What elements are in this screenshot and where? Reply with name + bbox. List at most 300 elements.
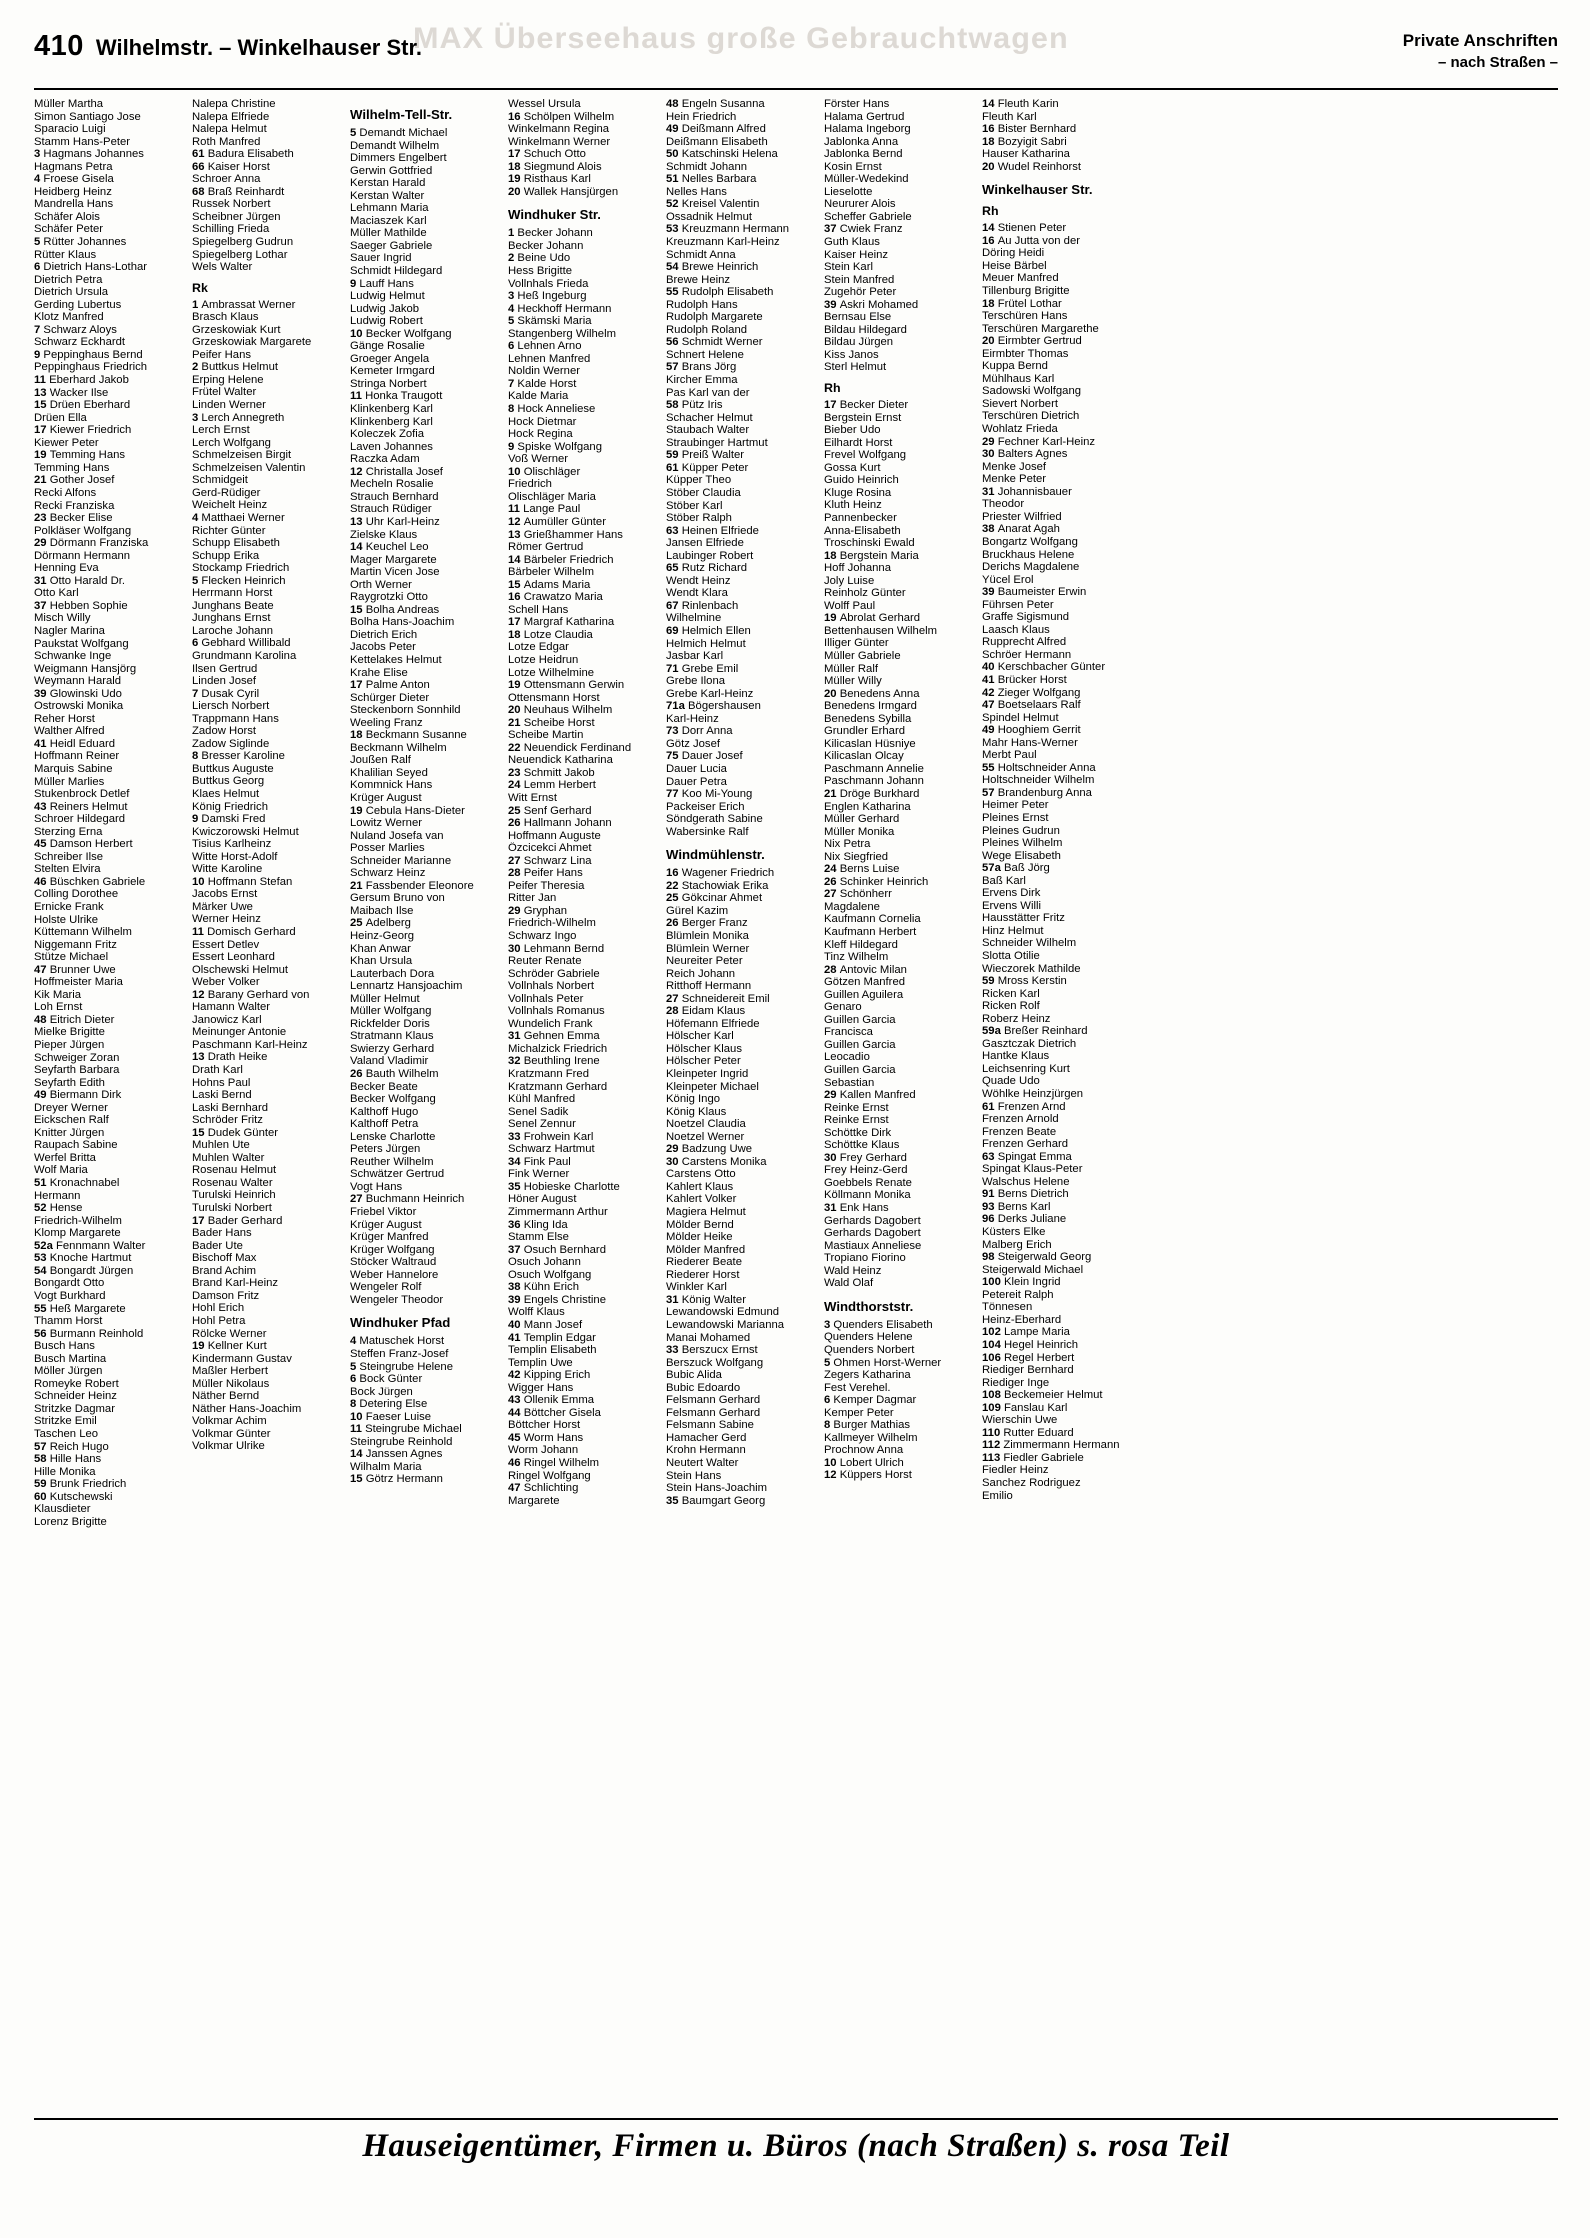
directory-entry: Essert Leonhard xyxy=(192,951,275,964)
page-number: 410 xyxy=(34,30,84,62)
directory-entry: Ricken Rolf xyxy=(982,1000,1040,1013)
directory-entry: Slotta Otilie xyxy=(982,950,1040,962)
directory-entry: Turulski Heinrich xyxy=(192,1189,276,1202)
directory-entry: Bolha Hans-Joachim xyxy=(350,616,455,629)
directory-entry: Ritthoff Hermann xyxy=(666,980,752,993)
directory-entry: Gürel Kazim xyxy=(666,904,729,917)
directory-entry: Spindel Helmut xyxy=(982,711,1059,724)
directory-entry: 11 Domisch Gerhard xyxy=(192,926,296,938)
directory-entry: Leocadio xyxy=(824,1051,870,1064)
directory-entry: Emilio xyxy=(982,1489,1013,1502)
directory-entry: 17 Schuch Otto xyxy=(508,148,586,161)
directory-entry: Laski Bernd xyxy=(192,1089,252,1102)
directory-entry: Joußen Ralf xyxy=(350,754,411,767)
directory-entry: Fleuth Karl xyxy=(982,110,1037,123)
directory-entry: Klaes Helmut xyxy=(192,787,260,800)
directory-entry: Friedrich-Wilhelm xyxy=(34,1214,122,1227)
directory-entry: Sauer Ingrid xyxy=(350,252,412,265)
directory-entry: König Ingo xyxy=(666,1093,721,1106)
directory-entry: Frevel Wolfgang xyxy=(824,449,907,462)
directory-entry: Khalilian Seyed xyxy=(350,766,428,779)
directory-entry: 47 Brunner Uwe xyxy=(34,963,116,976)
directory-entry: Felsmann Gerhard xyxy=(666,1406,761,1419)
directory-entry: 106 Regel Herbert xyxy=(982,1351,1075,1364)
directory-entry: Jacobs Peter xyxy=(350,641,416,654)
directory-entry: 102 Lampe Maria xyxy=(982,1326,1070,1339)
directory-entry: Noetzel Werner xyxy=(666,1130,745,1143)
directory-entry: Märker Uwe xyxy=(192,900,253,913)
directory-entry: Hein Friedrich xyxy=(666,110,737,123)
directory-entry: Derichs Magdalene xyxy=(982,561,1080,574)
directory-entry: Gerhards Dagobert xyxy=(824,1214,921,1227)
directory-entry: 6 Dietrich Hans-Lothar xyxy=(34,261,148,274)
directory-entry: 109 Fanslau Karl xyxy=(982,1401,1068,1414)
directory-entry: 1 Ambrassat Werner xyxy=(192,298,296,311)
directory-entry: Mühlhaus Karl xyxy=(982,372,1055,385)
directory-entry: 15 Bolha Andreas xyxy=(350,603,440,616)
directory-entry: Ilsen Gertrud xyxy=(192,662,258,675)
directory-entry: 48 Engeln Susanna xyxy=(666,98,765,110)
directory-entry: Stein Hans-Joachim xyxy=(666,1482,768,1495)
column-1 xyxy=(34,98,192,2108)
directory-entry: 31 König Walter xyxy=(666,1293,746,1306)
directory-entry: Krüger Manfred xyxy=(350,1231,429,1244)
directory-entry: Kalde Maria xyxy=(508,390,569,403)
directory-entry: 41 Templin Edgar xyxy=(508,1331,596,1344)
directory-entry: Stein Hans xyxy=(666,1469,722,1482)
directory-entry: 16 Crawatzo Maria xyxy=(508,591,603,604)
directory-entry: Rudolph Margarete xyxy=(666,311,763,324)
directory-entry: Englen Katharina xyxy=(824,800,911,813)
directory-entry: 26 Schinker Heinrich xyxy=(824,875,929,888)
directory-entry: 4 Heckhoff Hermann xyxy=(508,302,612,315)
directory-entry: Heise Bärbel xyxy=(982,259,1047,272)
directory-entry: 19 Risthaus Karl xyxy=(508,173,591,186)
directory-entry: Bieber Udo xyxy=(824,424,881,437)
directory-entry: 18 Siegmund Alois xyxy=(508,160,602,173)
directory-entry: 13 Uhr Karl-Heinz xyxy=(350,515,440,528)
directory-entry: Kleinpeter Ingrid xyxy=(666,1068,749,1081)
directory-entry: Grundmann Karolina xyxy=(192,649,297,662)
directory-entry: Müller Martha xyxy=(34,98,104,110)
directory-entry: Orth Werner xyxy=(350,578,412,591)
directory-entry: Neuendick Katharina xyxy=(508,754,613,767)
directory-entry: 55 Heß Margarete xyxy=(34,1302,126,1315)
directory-entry: Hauser Katharina xyxy=(982,148,1070,161)
directory-entry: Lewandowski Marianna xyxy=(666,1318,785,1331)
directory-entry: 18 Frütel Lothar xyxy=(982,297,1062,310)
directory-entry: 27 Schneidereit Emil xyxy=(666,992,770,1005)
directory-entry: 42 Kipping Erich xyxy=(508,1369,591,1382)
directory-entry: Jansen Elfriede xyxy=(666,537,744,550)
directory-entry: Laasch Klaus xyxy=(982,623,1050,636)
directory-entry: 26 Hallmann Johann xyxy=(508,817,612,830)
directory-entry: 17 Palme Anton xyxy=(350,679,430,692)
directory-entry: Zimmermann Arthur xyxy=(508,1206,608,1219)
directory-entry: Raczka Adam xyxy=(350,453,420,466)
directory-entry: 17 Margraf Katharina xyxy=(508,616,615,629)
directory-entry: Kluth Heinz xyxy=(824,499,882,512)
directory-entry: 40 Mann Josef xyxy=(508,1318,583,1331)
directory-entry: 26 Berger Franz xyxy=(666,917,748,930)
directory-entry: Olischläger Maria xyxy=(508,490,596,503)
directory-entry: Terschüren Dietrich xyxy=(982,410,1080,423)
directory-entry: Mielke Brigitte xyxy=(34,1026,105,1039)
district-heading: Rk xyxy=(192,280,208,295)
directory-entry: Kettelakes Helmut xyxy=(350,653,442,666)
directory-entry: Witt Ernst xyxy=(508,791,557,804)
directory-entry: Yücel Erol xyxy=(982,573,1034,586)
directory-entry: 3 Quenders Elisabeth xyxy=(824,1318,933,1331)
directory-entry: Gerhards Dagobert xyxy=(824,1227,921,1240)
directory-entry: Riederer Beate xyxy=(666,1256,742,1269)
directory-entry: Krohn Hermann xyxy=(666,1444,746,1457)
directory-entry: Francisca xyxy=(824,1026,873,1039)
directory-entry: Neururer Alois xyxy=(824,198,896,211)
directory-entry: 53 Kreuzmann Hermann xyxy=(666,223,790,236)
directory-entry: Bubic Alida xyxy=(666,1369,722,1382)
directory-entry: 57a Baß Jörg xyxy=(982,862,1050,875)
directory-entry: Thamm Horst xyxy=(34,1315,103,1328)
directory-entry: Stöber Karl xyxy=(666,499,723,512)
directory-entry: Bader Ute xyxy=(192,1239,243,1252)
directory-entry: Maciaszek Karl xyxy=(350,214,427,227)
directory-entry: 30 Lehmann Bernd xyxy=(508,942,605,955)
directory-entry: 17 Becker Dieter xyxy=(824,399,909,412)
directory-entry: 41 Heidl Eduard xyxy=(34,737,116,750)
directory-entry: Müller Nikolaus xyxy=(192,1377,270,1390)
directory-entry: Schneider Marianne xyxy=(350,854,452,867)
directory-entry: Henning Eva xyxy=(34,562,99,575)
directory-entry: Malberg Erich xyxy=(982,1238,1052,1251)
directory-entry: Margarete xyxy=(508,1494,560,1507)
directory-entry: Sterl Helmut xyxy=(824,361,887,374)
directory-entry: 108 Beckemeier Helmut xyxy=(982,1389,1103,1402)
directory-entry: Zielske Klaus xyxy=(350,528,418,541)
directory-entry: 20 Neuhaus Wilhelm xyxy=(508,704,613,717)
directory-entry: 28 Antovic Milan xyxy=(824,963,907,976)
directory-entry: Ervens Dirk xyxy=(982,887,1041,900)
directory-entry: Stukenbrock Detlef xyxy=(34,788,130,801)
directory-entry: Bildau Jürgen xyxy=(824,336,894,349)
directory-entry: Blümlein Monika xyxy=(666,930,749,942)
directory-entry: 71 Grebe Emil xyxy=(666,662,739,675)
directory-entry: Müller Monika xyxy=(824,825,895,838)
column-container xyxy=(34,98,1558,2108)
directory-entry: Stöber Ralph xyxy=(666,512,732,525)
directory-entry: Schwanke Inge xyxy=(34,650,112,663)
directory-entry: Senel Zennur xyxy=(508,1118,576,1131)
directory-entry: Khan Ursula xyxy=(350,955,413,968)
directory-entry: Bock Jürgen xyxy=(350,1385,413,1398)
directory-entry: Guillen Aguilera xyxy=(824,988,904,1001)
directory-entry: Rosenau Walter xyxy=(192,1176,273,1189)
directory-entry: Müller Wolfgang xyxy=(350,1005,432,1018)
directory-entry: Brand Karl-Heinz xyxy=(192,1277,279,1290)
directory-entry: 23 Schmitt Jakob xyxy=(508,766,595,779)
directory-entry: Dörmann Hermann xyxy=(34,549,131,562)
directory-entry: Schröder Fritz xyxy=(192,1114,263,1127)
directory-entry: Bildau Hildegard xyxy=(824,323,907,336)
header-left xyxy=(34,30,422,63)
directory-entry: 5 Steingrube Helene xyxy=(350,1360,454,1373)
directory-entry: Nalepa Elfriede xyxy=(192,110,270,123)
directory-entry: Osuch Wolfgang xyxy=(508,1268,592,1281)
directory-entry: 37 Osuch Bernhard xyxy=(508,1243,606,1256)
directory-entry: Stockamp Friedrich xyxy=(192,562,290,575)
directory-entry: 33 Berszucx Ernst xyxy=(666,1344,758,1357)
directory-entry: Müller Marlies xyxy=(34,775,105,788)
directory-entry: 45 Worm Hans xyxy=(508,1431,584,1444)
directory-entry: Leichsenring Kurt xyxy=(982,1062,1070,1075)
directory-entry: Damson Fritz xyxy=(192,1289,260,1302)
directory-entry: 69 Helmich Ellen xyxy=(666,624,751,637)
directory-entry: Petereit Ralph xyxy=(982,1288,1054,1301)
directory-entry: Paschmann Annelie xyxy=(824,762,924,775)
directory-entry: 15 Drüen Eberhard xyxy=(34,399,131,412)
directory-entry: 24 Berns Luise xyxy=(824,863,900,876)
directory-entry: Jasbar Karl xyxy=(666,650,724,663)
directory-entry: Schroer Anna xyxy=(192,173,261,186)
directory-entry: Schneider Heinz xyxy=(34,1390,117,1403)
directory-entry: 19 Temming Hans xyxy=(34,449,126,462)
footer-note: Hauseigentümer, Firmen u. Büros (nach Straßen) s. rosa Teil xyxy=(362,2128,1230,2164)
directory-entry: Pas Karl van der xyxy=(666,386,750,399)
directory-entry: Terschüren Margarethe xyxy=(982,322,1099,335)
directory-entry: Lerch Wolfgang xyxy=(192,436,271,449)
directory-entry: Straubinger Hartmut xyxy=(666,436,768,449)
directory-entry: Nalepa Christine xyxy=(192,98,276,110)
directory-entry: Olschewski Helmut xyxy=(192,963,289,976)
directory-entry: Hölscher Klaus xyxy=(666,1042,742,1055)
directory-entry: Wolff Klaus xyxy=(508,1306,565,1319)
directory-entry: 60 Kutschewski xyxy=(34,1490,113,1503)
directory-entry: 14 Bärbeler Friedrich xyxy=(508,553,614,566)
directory-entry: Swierzy Gerhard xyxy=(350,1042,435,1055)
directory-entry: Kircher Emma xyxy=(666,374,738,387)
directory-entry: 9 Lauff Hans xyxy=(350,277,414,290)
directory-entry: Stangenberg Wilhelm xyxy=(508,327,617,340)
directory-entry: Frenzen Arnold xyxy=(982,1113,1059,1126)
directory-entry: Noldin Werner xyxy=(508,365,580,378)
directory-entry: 73 Dorr Anna xyxy=(666,725,733,738)
directory-entry: Worm Johann xyxy=(508,1444,579,1457)
directory-entry: Eirmbter Thomas xyxy=(982,347,1069,360)
directory-entry: Friedrich xyxy=(508,478,552,491)
directory-entry: 50 Katschinski Helena xyxy=(666,148,778,161)
directory-entry: Stringa Norbert xyxy=(350,377,427,390)
directory-entry: Stritzke Emil xyxy=(34,1415,97,1428)
directory-entry: Ritter Jan xyxy=(508,892,557,905)
directory-entry: Nix Petra xyxy=(824,838,871,851)
directory-entry: 52 Kreisel Valentin xyxy=(666,198,760,211)
directory-entry: Bettenhausen Wilhelm xyxy=(824,624,938,637)
directory-entry: Schilling Frieda xyxy=(192,223,270,236)
directory-entry: 21 Gother Josef xyxy=(34,474,115,487)
directory-entry: 21 Dröge Burkhard xyxy=(824,787,920,800)
directory-entry: Reich Johann xyxy=(666,967,736,980)
directory-entry: 26 Bauth Wilhelm xyxy=(350,1068,439,1081)
column-7 xyxy=(982,98,1140,2108)
directory-entry: Hamann Walter xyxy=(192,1001,271,1014)
directory-entry: Becker Beate xyxy=(350,1080,418,1093)
directory-entry: Becker Wolfgang xyxy=(350,1093,436,1106)
header-right-subtitle: – nach Straßen – xyxy=(1437,53,1558,71)
directory-entry: Hoffmeister Maria xyxy=(34,976,123,989)
directory-entry: Laven Johannes xyxy=(350,440,433,453)
directory-entry: Hoff Johanna xyxy=(824,562,891,575)
directory-entry: Tropiano Fiorino xyxy=(824,1252,906,1265)
directory-entry: Magiera Helmut xyxy=(666,1206,746,1219)
directory-entry: Stöber Claudia xyxy=(666,486,741,499)
directory-entry: 61 Badura Elisabeth xyxy=(192,148,294,161)
directory-entry: Pannenbecker xyxy=(824,511,897,524)
directory-entry: Fink Werner xyxy=(508,1168,570,1181)
directory-entry: Ernicke Frank xyxy=(34,901,104,913)
directory-entry: 1 Becker Johann xyxy=(508,227,593,240)
directory-entry: Mölder Heike xyxy=(666,1231,733,1244)
directory-entry: 5 Flecken Heinrich xyxy=(192,574,286,587)
directory-entry: Schwarz Eckhardt xyxy=(34,336,126,349)
footer-rule xyxy=(34,2118,1558,2120)
directory-entry: Dimmers Engelbert xyxy=(350,152,447,165)
directory-entry: Lieselotte xyxy=(824,185,873,198)
directory-entry: 61 Frenzen Arnd xyxy=(982,1100,1066,1113)
directory-entry: Eickschen Ralf xyxy=(34,1114,109,1127)
directory-entry: 54 Bongardt Jürgen xyxy=(34,1264,134,1277)
directory-entry: 39 Askri Mohamed xyxy=(824,298,919,311)
directory-entry: Hermann xyxy=(34,1189,81,1202)
column-6 xyxy=(824,98,982,2108)
page-header xyxy=(34,30,1558,82)
directory-entry: Peppinghaus Friedrich xyxy=(34,361,148,374)
street-range: Wilhelmstr. – Winkelhauser Str. xyxy=(95,35,422,60)
directory-entry: Kahlert Klaus xyxy=(666,1180,734,1193)
directory-entry: Seyfarth Edith xyxy=(34,1076,105,1089)
directory-entry: 28 Eidam Klaus xyxy=(666,1005,746,1018)
directory-entry: Reinke Ernst xyxy=(824,1101,889,1114)
directory-entry: Heinz-Georg xyxy=(350,930,415,942)
directory-entry: Krahe Elise xyxy=(350,666,408,679)
directory-entry: Quenders Norbert xyxy=(824,1343,915,1356)
directory-entry: 18 Lotze Claudia xyxy=(508,628,593,641)
directory-entry: 9 Spiske Wolfgang xyxy=(508,440,602,453)
directory-entry: 12 Christalla Josef xyxy=(350,465,443,478)
directory-entry: Sparacio Luigi xyxy=(34,123,106,136)
directory-entry: Rölcke Werner xyxy=(192,1327,267,1340)
directory-entry: Noetzel Claudia xyxy=(666,1118,746,1131)
directory-entry: 59 Brunk Friedrich xyxy=(34,1478,127,1491)
directory-entry: Dreyer Werner xyxy=(34,1101,108,1114)
directory-entry: Osuch Johann xyxy=(508,1256,581,1269)
directory-entry: Bärbeler Wilhelm xyxy=(508,566,595,579)
directory-entry: Magdalene xyxy=(824,900,880,913)
directory-entry: Guillen Garcia xyxy=(824,1064,896,1077)
directory-entry: Senel Sadik xyxy=(508,1105,569,1118)
directory-entry: Schroer Hildegard xyxy=(34,813,126,826)
directory-entry: Walther Alfred xyxy=(34,725,105,738)
street-heading: Windthorststr. xyxy=(824,1298,914,1314)
directory-entry: Grzeskowiak Margarete xyxy=(192,336,312,349)
directory-entry: 22 Neuendick Ferdinand xyxy=(508,741,632,754)
directory-entry: Rütter Klaus xyxy=(34,248,97,261)
directory-entry: 51 Nelles Barbara xyxy=(666,173,757,186)
directory-entry: Bruckhaus Helene xyxy=(982,548,1075,561)
directory-entry: Spingat Klaus-Peter xyxy=(982,1163,1083,1176)
directory-entry: Maibach Ilse xyxy=(350,904,414,917)
directory-entry: Guth Klaus xyxy=(824,236,880,249)
directory-entry: 61 Küpper Peter xyxy=(666,461,749,474)
directory-entry: Holtschneider Wilhelm xyxy=(982,774,1095,787)
directory-entry: Busch Martina xyxy=(34,1352,107,1365)
directory-entry: Turulski Norbert xyxy=(192,1202,272,1215)
directory-entry: 7 Schwarz Aloys xyxy=(34,323,117,336)
directory-entry: Wabersinke Ralf xyxy=(666,825,749,838)
directory-entry: Kallmeyer Wilhelm xyxy=(824,1431,918,1444)
directory-entry: 31 Enk Hans xyxy=(824,1202,889,1215)
directory-entry: Kosin Ernst xyxy=(824,160,882,173)
directory-entry: Kalthoff Hugo xyxy=(350,1105,419,1118)
directory-entry: Gersum Bruno von xyxy=(350,892,445,905)
directory-entry: 48 Eitrich Dieter xyxy=(34,1013,115,1026)
directory-entry: 19 Kellner Kurt xyxy=(192,1340,267,1353)
column-2 xyxy=(192,98,350,2108)
directory-entry: 11 Steingrube Michael xyxy=(350,1423,462,1436)
directory-entry: 25 Gökcinar Ahmet xyxy=(666,892,763,905)
directory-entry: Dauer Lucia xyxy=(666,762,727,775)
directory-entry: 65 Rutz Richard xyxy=(666,562,748,575)
directory-entry: Junghans Ernst xyxy=(192,612,271,625)
directory-entry: Lenske Charlotte xyxy=(350,1130,436,1143)
directory-entry: Halama Gertrud xyxy=(824,110,905,123)
directory-entry: Vollnhals Frieda xyxy=(508,277,589,290)
directory-entry: 11 Eberhard Jakob xyxy=(34,374,129,387)
directory-entry: Baß Karl xyxy=(982,874,1026,887)
directory-entry: Schell Hans xyxy=(508,603,569,616)
directory-entry: 53 Knoche Hartmut xyxy=(34,1252,132,1265)
directory-entry: 25 Senf Gerhard xyxy=(508,804,592,817)
directory-entry: Müller Gerhard xyxy=(824,813,900,826)
directory-entry: Gossa Kurt xyxy=(824,461,881,474)
directory-entry: 6 Lehnen Arno xyxy=(508,340,582,353)
directory-entry: Wilhelmine xyxy=(666,612,722,625)
directory-entry: Nalepa Helmut xyxy=(192,123,267,136)
directory-entry: Reinke Ernst xyxy=(824,1114,889,1127)
directory-entry: Michalzick Friedrich xyxy=(508,1042,608,1055)
directory-entry: Lauterbach Dora xyxy=(350,967,435,980)
directory-entry: 49 Deißmann Alfred xyxy=(666,123,766,136)
directory-entry: 13 Wacker Ilse xyxy=(34,386,109,399)
directory-entry: 77 Koo Mi-Young xyxy=(666,788,753,801)
directory-entry: Bader Hans xyxy=(192,1227,252,1240)
directory-entry: 21 Scheibe Horst xyxy=(508,716,595,729)
directory-entry: Schöttke Klaus xyxy=(824,1139,900,1152)
directory-entry: 58 Pütz Iris xyxy=(666,399,723,412)
street-heading: Windmühlenstr. xyxy=(666,847,765,863)
directory-entry: 3 Hagmans Johannes xyxy=(34,148,144,161)
directory-entry: Näther Bernd xyxy=(192,1390,260,1403)
directory-entry: Götzen Manfred xyxy=(824,976,906,989)
directory-entry: 29 Badzung Uwe xyxy=(666,1143,753,1156)
directory-entry: 39 Engels Christine xyxy=(508,1293,606,1306)
directory-entry: 46 Ringel Wilhelm xyxy=(508,1456,600,1469)
directory-entry: Schupp Erika xyxy=(192,549,260,562)
directory-entry: Pleines Gudrun xyxy=(982,824,1060,837)
directory-entry: Tisius Karlheinz xyxy=(192,838,272,851)
directory-entry: 17 Bader Gerhard xyxy=(192,1214,283,1227)
directory-entry: 2 Beine Udo xyxy=(508,252,571,265)
directory-entry: Theodor xyxy=(982,498,1025,511)
